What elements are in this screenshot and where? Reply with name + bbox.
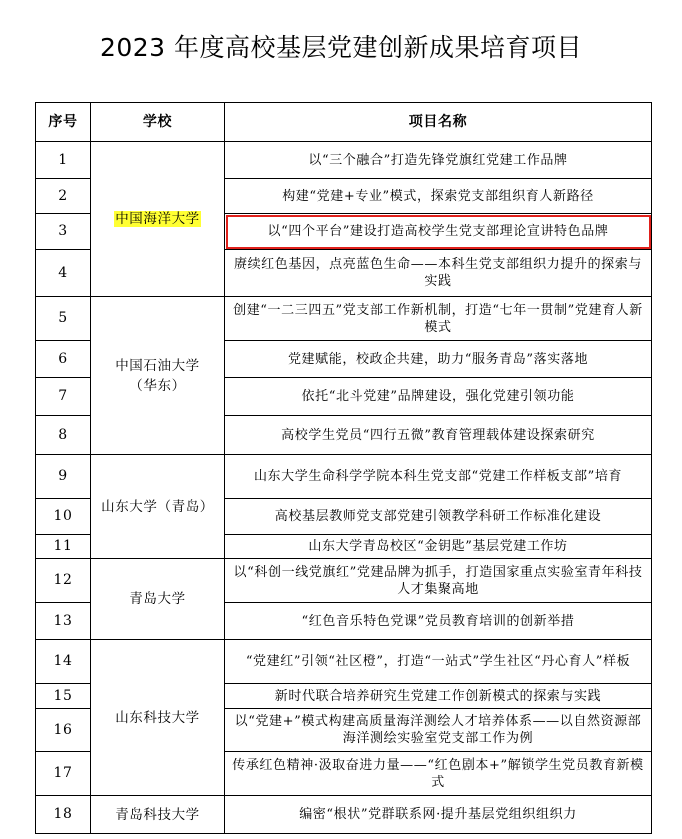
table-row (36, 559, 652, 603)
school-cell (91, 796, 225, 834)
row-num: 4 (36, 250, 91, 297)
school-name-suffix: （华东） (129, 377, 186, 394)
project-name: 新时代联合培养研究生党建工作创新模式的探索与实践 (225, 684, 652, 709)
header-project: 项目名称 (225, 103, 652, 142)
project-name: 以“科创一线党旗红”党建品牌为抓手，打造国家重点实验室青年科技人才集聚高地 (225, 559, 652, 603)
row-num: 3 (36, 214, 91, 250)
row-num: 15 (36, 684, 91, 709)
projects-table (35, 102, 652, 834)
page-title: 2023 年度高校基层党建创新成果培育项目 (99, 33, 583, 62)
project-name: 高校基层教师党支部党建引领教学科研工作标准化建设 (225, 499, 652, 535)
project-name: 山东大学青岛校区“金钥匙”基层党建工作坊 (225, 535, 652, 559)
project-name: 山东大学生命科学学院本科生党支部“党建工作样板支部”培育 (225, 455, 652, 499)
row-num: 11 (36, 535, 91, 559)
project-name: 高校学生党员“四行五微”教育管理载体建设探索研究 (225, 416, 652, 455)
project-name: 党建赋能，校政企共建，助力“服务青岛”落实落地 (225, 341, 652, 378)
row-num: 13 (36, 603, 91, 640)
header-num: 序号 (36, 103, 91, 142)
project-name: 赓续红色基因，点亮蓝色生命——本科生党支部组织力提升的探索与实践 (225, 250, 652, 297)
school-name: 中国石油大学 (115, 357, 200, 374)
highlighted-project-name: 以“四个平台”建设打造高校学生党支部理论宣讲特色品牌 (225, 214, 652, 250)
project-name: 创建“一二三四五”党支部工作新机制，打造“七年一贯制”党建育人新模式 (225, 297, 652, 341)
school-cell (91, 640, 225, 796)
row-num: 16 (36, 709, 91, 752)
table-row (36, 640, 652, 684)
row-num: 8 (36, 416, 91, 455)
header-school: 学校 (91, 103, 225, 142)
project-name: 传承红色精神·汲取奋进力量——“红色剧本+”解锁学生党员教育新模式 (225, 752, 652, 796)
row-num: 5 (36, 297, 91, 341)
row-num: 17 (36, 752, 91, 796)
project-name: 构建“党建+专业”模式，探索党支部组织育人新路径 (225, 179, 652, 214)
table-row (36, 796, 652, 834)
table-header-row (36, 103, 652, 142)
row-num: 1 (36, 142, 91, 179)
project-name: 依托“北斗党建”品牌建设，强化党建引领功能 (225, 378, 652, 416)
row-num: 18 (36, 796, 91, 834)
school-name: 山东大学（青岛） (101, 498, 214, 515)
project-name: 以“三个融合”打造先锋党旗红党建工作品牌 (225, 142, 652, 179)
row-num: 9 (36, 455, 91, 499)
school-name: 青岛科技大学 (115, 806, 200, 823)
school-name: 青岛大学 (129, 591, 186, 607)
row-num: 10 (36, 499, 91, 535)
school-cell (91, 142, 225, 297)
table-row (36, 455, 652, 499)
project-name: “红色音乐特色党课”党员教育培训的创新举措 (225, 603, 652, 640)
school-cell (91, 297, 225, 455)
table-row (36, 142, 652, 179)
row-num: 12 (36, 559, 91, 603)
table-row (36, 297, 652, 341)
project-name: 以“党建+”模式构建高质量海洋测绘人才培养体系——以自然资源部海洋测绘实验室党支部工作为例 (225, 709, 652, 752)
school-cell (91, 559, 225, 640)
project-name: “党建红”引领“社区橙”，打造“一站式”学生社区“丹心育人”样板 (225, 640, 652, 684)
row-num: 7 (36, 378, 91, 416)
school-cell (91, 455, 225, 559)
highlighted-school-name: 中国海洋大学 (115, 211, 200, 227)
project-name: 编密“根状”党群联系网·提升基层党组织组织力 (225, 796, 652, 834)
school-name: 山东科技大学 (115, 709, 200, 726)
row-num: 2 (36, 179, 91, 214)
row-num: 14 (36, 640, 91, 684)
row-num: 6 (36, 341, 91, 378)
